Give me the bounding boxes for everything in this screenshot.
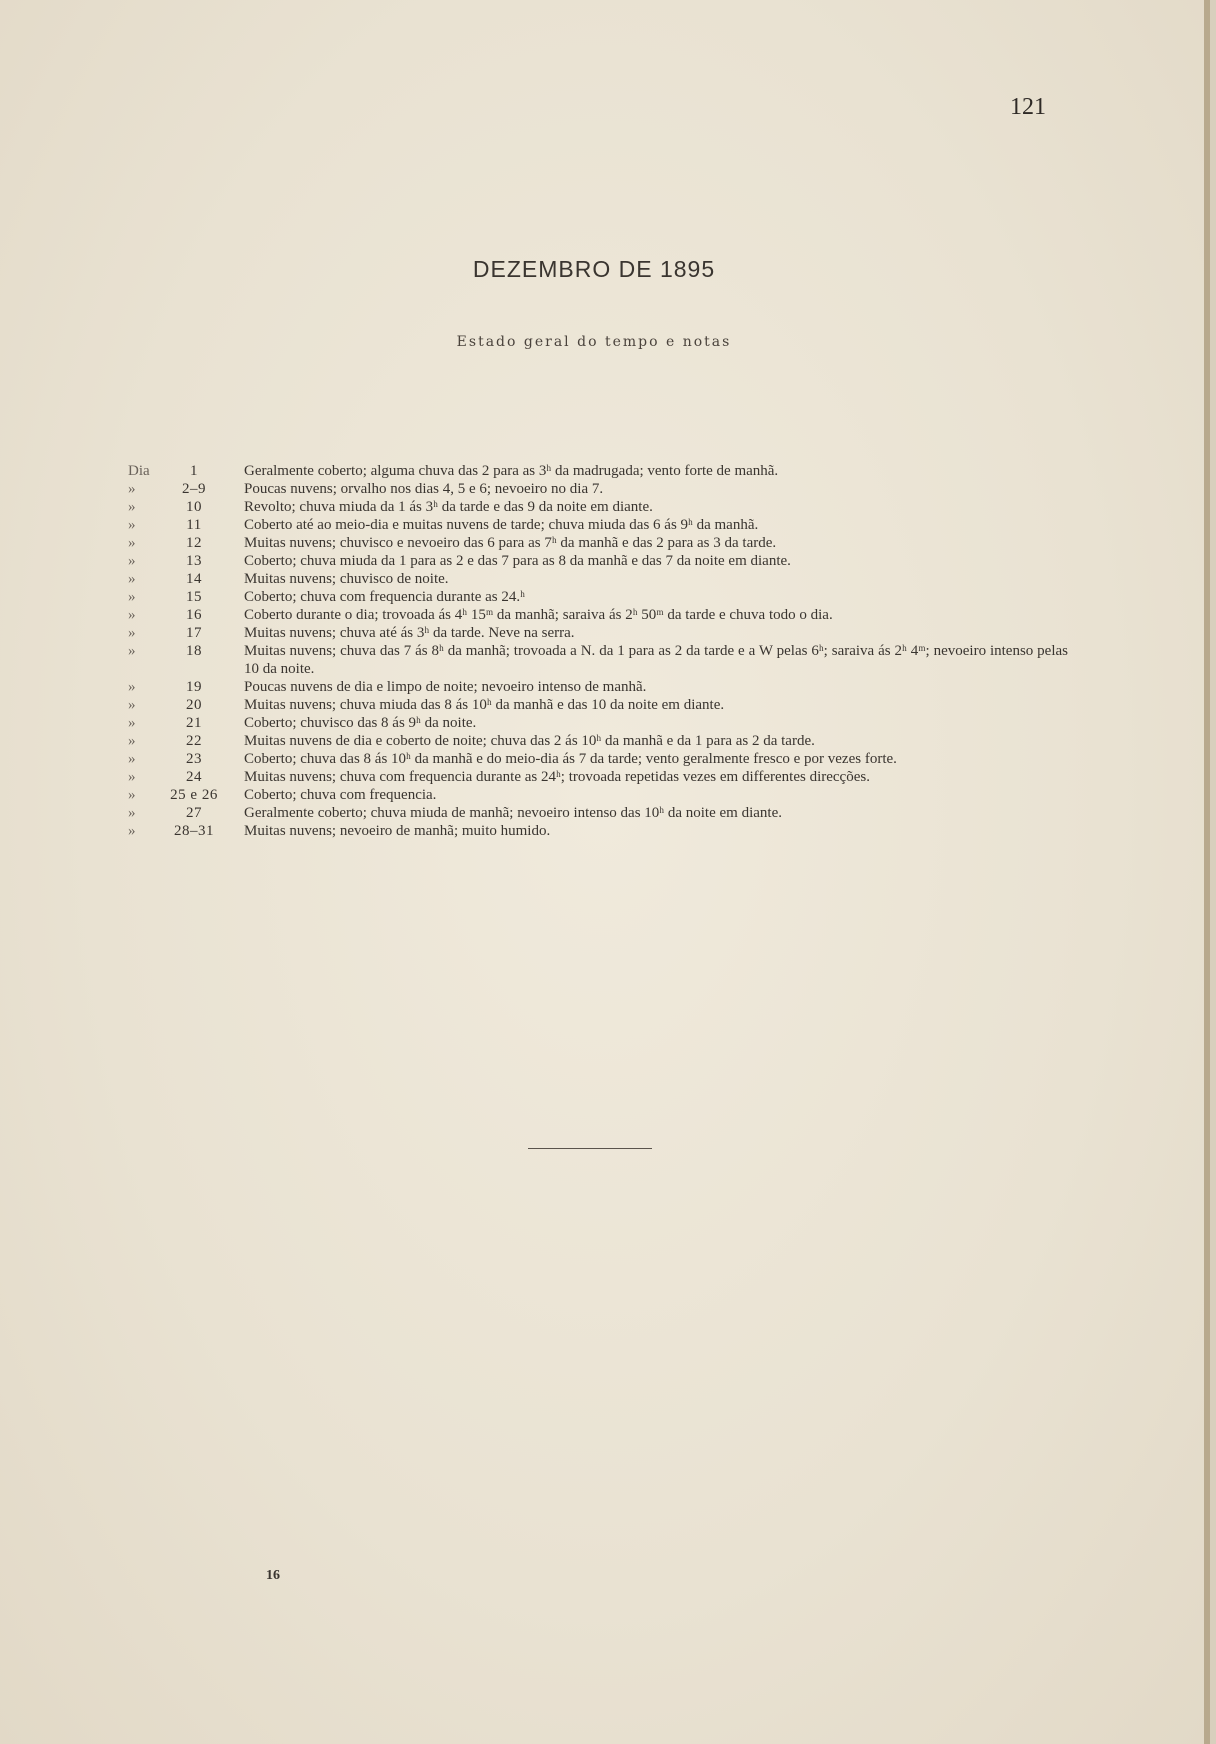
entry-day: 16 — [186, 607, 202, 623]
entry-text: Geralmente coberto; chuva miuda de manhã; nevoeiro intenso das 10ʰ da noite em diante. — [244, 805, 782, 821]
list-item — [128, 534, 1068, 552]
entry-prefix: Dia — [128, 463, 150, 479]
list-item — [128, 822, 1068, 840]
entry-prefix: » — [128, 823, 136, 839]
entry-text: Coberto; chuva miuda da 1 para as 2 e das 7 para as 8 da manhã e das 7 da noite em diante. — [244, 553, 791, 569]
entry-day: 21 — [186, 715, 202, 731]
entry-prefix: » — [128, 589, 136, 605]
entry-text: Muitas nuvens; chuva até ás 3ʰ da tarde. Neve na serra. — [244, 625, 575, 641]
list-item — [128, 588, 1068, 606]
page-number: 121 — [1010, 94, 1046, 120]
entry-day: 20 — [186, 697, 202, 713]
entry-day: 15 — [186, 589, 202, 605]
entry-text: Revolto; chuva miuda da 1 ás 3ʰ da tarde e das 9 da noite em diante. — [244, 499, 653, 515]
list-item — [128, 804, 1068, 822]
entry-day: 2–9 — [182, 481, 206, 497]
entry-prefix: » — [128, 697, 136, 713]
entry-day: 13 — [186, 553, 202, 569]
divider-rule — [528, 1148, 652, 1149]
entry-prefix: » — [128, 517, 136, 533]
page-title: DEZEMBRO DE 1895 — [472, 256, 716, 282]
entry-day: 19 — [186, 679, 202, 695]
entry-text: Coberto; chuvisco das 8 ás 9ʰ da noite. — [244, 715, 477, 731]
entry-prefix: » — [128, 787, 136, 803]
entry-day: 18 — [186, 643, 202, 659]
entry-prefix: » — [128, 625, 136, 641]
entry-text: Poucas nuvens de dia e limpo de noite; nevoeiro intenso de manhã. — [244, 679, 647, 695]
weather-notes-list — [128, 462, 1068, 840]
list-item — [128, 516, 1068, 534]
list-item — [128, 480, 1068, 498]
entry-prefix: » — [128, 715, 136, 731]
entry-text: Muitas nuvens; nevoeiro de manhã; muito humido. — [244, 823, 551, 839]
entry-day: 11 — [186, 517, 202, 533]
entry-prefix: » — [128, 571, 136, 587]
entry-text: Coberto até ao meio-dia e muitas nuvens de tarde; chuva miuda das 6 ás 9ʰ da manhã. — [244, 517, 759, 533]
list-item — [128, 678, 1068, 696]
list-item — [128, 696, 1068, 714]
signature-mark: 16 — [266, 1568, 280, 1583]
entry-prefix: » — [128, 643, 136, 659]
list-item — [128, 552, 1068, 570]
entry-prefix: » — [128, 679, 136, 695]
list-item — [128, 714, 1068, 732]
entry-prefix: » — [128, 499, 136, 515]
entry-text: Muitas nuvens; chuva das 7 ás 8ʰ da manhã; trovoada a N. da 1 para as 2 da tarde e a W pelas 6ʰ; saraiva ás 2ʰ 4ᵐ; nevoeiro intenso pelas 10 da noite. — [244, 643, 1068, 677]
list-item — [128, 570, 1068, 588]
list-item — [128, 624, 1068, 642]
list-item — [128, 462, 1068, 480]
entry-text: Muitas nuvens; chuvisco e nevoeiro das 6 para as 7ʰ da manhã e das 2 para as 3 da tarde. — [244, 535, 777, 551]
entry-day: 12 — [186, 535, 202, 551]
list-item — [128, 642, 1068, 678]
entry-day: 28–31 — [174, 823, 214, 839]
list-item — [128, 768, 1068, 786]
entry-text: Coberto; chuva das 8 ás 10ʰ da manhã e do meio-dia ás 7 da tarde; vento geralmente fresco e por vezes forte. — [244, 751, 897, 767]
entry-prefix: » — [128, 607, 136, 623]
entry-day: 10 — [186, 499, 202, 515]
entry-text: Coberto; chuva com frequencia. — [244, 787, 437, 803]
entry-prefix: » — [128, 769, 136, 785]
entry-prefix: » — [128, 733, 136, 749]
entry-text: Muitas nuvens; chuvisco de noite. — [244, 571, 449, 587]
entry-day: 22 — [186, 733, 202, 749]
list-item — [128, 498, 1068, 516]
section-subtitle: Estado geral do tempo e notas — [456, 334, 732, 350]
list-item — [128, 732, 1068, 750]
list-item — [128, 786, 1068, 804]
entry-text: Poucas nuvens; orvalho nos dias 4, 5 e 6; nevoeiro no dia 7. — [244, 481, 604, 497]
list-item — [128, 750, 1068, 768]
entry-text: Geralmente coberto; alguma chuva das 2 para as 3ʰ da madrugada; vento forte de manhã. — [244, 463, 779, 479]
entry-text: Muitas nuvens; chuva com frequencia durante as 24ʰ; trovoada repetidas vezes em differentes direcções. — [244, 769, 870, 785]
entry-day: 27 — [186, 805, 202, 821]
entry-prefix: » — [128, 535, 136, 551]
entry-prefix: » — [128, 481, 136, 497]
entry-text: Muitas nuvens de dia e coberto de noite; chuva das 2 ás 10ʰ da manhã e da 1 para as 2 da tarde. — [244, 733, 815, 749]
entry-day: 1 — [190, 463, 198, 479]
entry-day: 23 — [186, 751, 202, 767]
entry-day: 17 — [186, 625, 202, 641]
entry-prefix: » — [128, 751, 136, 767]
entry-prefix: » — [128, 805, 136, 821]
entry-prefix: » — [128, 553, 136, 569]
entry-day: 24 — [186, 769, 202, 785]
entry-day: 14 — [186, 571, 202, 587]
entry-day: 25 e 26 — [170, 787, 218, 803]
entry-text: Muitas nuvens; chuva miuda das 8 ás 10ʰ da manhã e das 10 da noite em diante. — [244, 697, 725, 713]
entry-text: Coberto; chuva com frequencia durante as 24.ʰ — [244, 589, 525, 605]
entry-text: Coberto durante o dia; trovoada ás 4ʰ 15ᵐ da manhã; saraiva ás 2ʰ 50ᵐ da tarde e chuva todo o dia. — [244, 607, 833, 623]
list-item — [128, 606, 1068, 624]
